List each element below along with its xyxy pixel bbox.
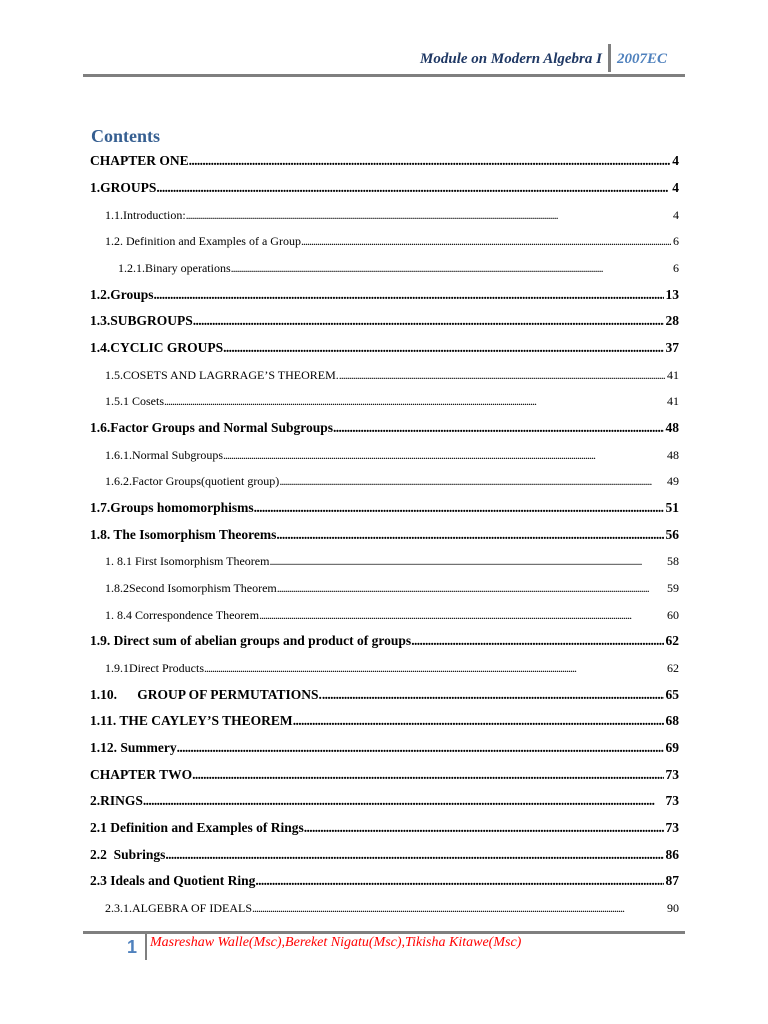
toc-entry-label: 1.1.Introduction: xyxy=(105,208,186,222)
toc-entry-page: 4 xyxy=(673,208,679,222)
header-rule xyxy=(83,74,685,77)
toc-entry-page: 87 xyxy=(665,873,679,888)
toc-entry-label: 1.8. The Isomorphism Theorems xyxy=(90,527,277,542)
toc-entry-page: 73 xyxy=(665,820,679,835)
toc-entry-page: 56 xyxy=(665,527,679,542)
footer-page-number: 1 xyxy=(127,937,138,957)
toc-entry-label: CHAPTER ONE xyxy=(90,153,189,168)
toc-entry-label: 1.3.SUBGROUPS xyxy=(90,313,193,328)
toc-entry-label: CHAPTER TWO xyxy=(90,767,193,782)
toc-entry-page: 69 xyxy=(665,740,679,755)
toc-entry[interactable] xyxy=(90,869,679,889)
toc-dot-leader xyxy=(259,608,665,623)
toc-entry-page: 6 xyxy=(673,234,679,248)
toc-entry-label: 1.6.1.Normal Subgroups xyxy=(105,448,223,462)
toc-dot-leader xyxy=(192,767,663,783)
toc-dot-leader xyxy=(411,633,663,649)
toc-dot-leader xyxy=(165,847,663,863)
page-header xyxy=(0,0,768,80)
toc-dot-leader xyxy=(189,153,671,169)
toc-entry-page: 6 xyxy=(673,261,679,275)
toc-entry[interactable] xyxy=(90,416,679,436)
toc-entry-page: 58 xyxy=(667,554,679,568)
toc-entry-page: 28 xyxy=(665,313,679,328)
toc-entry[interactable] xyxy=(90,389,679,409)
footer-divider xyxy=(145,934,147,960)
toc-dot-leader xyxy=(276,527,663,543)
toc-entry[interactable] xyxy=(90,229,679,249)
header-title: Module on Modern Algebra I xyxy=(420,51,602,67)
toc-entry-label: 1.5.1 Cosets xyxy=(105,394,165,408)
toc-entry-label: 2.3 Ideals and Quotient Ring xyxy=(90,873,256,888)
toc-dot-leader xyxy=(269,554,665,569)
toc-entry-label: 1.5.COSETS AND LAGRRAGE’S THEOREM. xyxy=(105,368,339,382)
toc-entry-label: 2.2 Subrings xyxy=(90,847,166,862)
toc-entry-label: 1.2.Groups xyxy=(90,287,154,302)
toc-entry-label: 1.12. Summery xyxy=(90,740,177,755)
toc-dot-leader xyxy=(254,500,664,516)
toc-entry-label: 1.9. Direct sum of abelian groups and product of groups xyxy=(90,633,412,648)
toc-entry-page: 41 xyxy=(667,394,679,408)
toc-entry-page: 73 xyxy=(665,793,679,808)
toc-dot-leader xyxy=(322,687,664,703)
toc-entry-label: 1.7.Groups homomorphisms xyxy=(90,500,254,515)
toc-entry[interactable] xyxy=(90,363,679,383)
toc-entry-label: 1.GROUPS xyxy=(90,180,157,195)
toc-dot-leader xyxy=(186,208,671,223)
toc-entry-page: 86 xyxy=(665,847,679,862)
toc-entry[interactable] xyxy=(90,816,679,836)
toc-entry[interactable] xyxy=(90,176,679,196)
toc-entry[interactable] xyxy=(90,496,679,516)
footer-authors: Masreshaw Walle(Msc),Bereket Nigatu(Msc),Tikisha Kitawe(Msc) xyxy=(150,935,522,950)
toc-dot-leader xyxy=(339,368,665,383)
toc-dot-leader xyxy=(333,420,663,436)
toc-entry[interactable] xyxy=(90,256,679,276)
toc-entry-label: 1.10. GROUP OF PERMUTATIONS. xyxy=(90,687,322,702)
toc-dot-leader xyxy=(223,448,665,463)
toc-entry-label: 2.3.1.ALGEBRA OF IDEALS xyxy=(105,901,253,915)
toc-dot-leader xyxy=(204,661,665,676)
toc-dot-leader xyxy=(252,901,665,916)
toc-entry[interactable] xyxy=(90,443,679,463)
toc-dot-leader xyxy=(177,740,664,756)
toc-entry[interactable] xyxy=(90,309,679,329)
toc-dot-leader xyxy=(154,287,664,303)
toc-dot-leader xyxy=(193,313,664,329)
toc-entry-page: 68 xyxy=(665,713,679,728)
toc-entry[interactable] xyxy=(90,469,679,489)
contents-heading: Contents xyxy=(91,126,161,146)
toc-entry-page: 4 xyxy=(672,180,679,195)
toc-entry[interactable] xyxy=(90,736,679,756)
toc-entry[interactable] xyxy=(90,656,679,676)
toc-entry-label: 2.1 Definition and Examples of Rings xyxy=(90,820,304,835)
toc-entry-label: 1.6.2.Factor Groups(quotient group) xyxy=(105,474,280,488)
toc-entry-page: 59 xyxy=(667,581,679,595)
toc-entry-label: 1.11. THE CAYLEY’S THEOREM xyxy=(90,713,293,728)
toc-entry-page: 65 xyxy=(665,687,679,702)
toc-entry-label: 1.2. Definition and Examples of a Group xyxy=(105,234,301,248)
toc-entry-page: 41 xyxy=(667,368,679,382)
toc-entry[interactable] xyxy=(90,149,679,169)
toc-dot-leader xyxy=(143,793,664,809)
toc-entry[interactable] xyxy=(90,709,679,729)
header-year: 2007EC xyxy=(617,51,668,67)
toc-dot-leader xyxy=(277,581,665,596)
toc-dot-leader xyxy=(279,474,665,489)
toc-entry-label: 1.2.1.Binary operations xyxy=(118,261,231,275)
toc-entry[interactable] xyxy=(90,523,679,543)
toc-entry-page: 51 xyxy=(665,500,679,515)
toc-dot-leader xyxy=(304,820,664,836)
toc-dot-leader xyxy=(231,261,671,276)
toc-entry[interactable] xyxy=(90,843,679,863)
toc-entry[interactable] xyxy=(90,336,679,356)
toc-entry-label: 1.9.1Direct Products xyxy=(105,661,204,675)
toc-entry-page: 37 xyxy=(665,340,679,355)
toc-entry[interactable] xyxy=(90,576,679,596)
toc-entry[interactable] xyxy=(90,629,679,649)
toc-entry[interactable] xyxy=(90,283,679,303)
toc-entry-page: 60 xyxy=(667,608,679,622)
toc-dot-leader xyxy=(156,180,670,196)
toc-entry-label: 1.6.Factor Groups and Normal Subgroups xyxy=(90,420,334,435)
toc-entry-page: 4 xyxy=(672,153,679,168)
toc-entry[interactable] xyxy=(90,763,679,783)
toc-dot-leader xyxy=(293,713,664,729)
toc-entry-label: 2.RINGS xyxy=(90,793,143,808)
toc-dot-leader xyxy=(255,873,663,889)
toc-entry-page: 48 xyxy=(667,448,679,462)
toc-entry[interactable] xyxy=(90,683,679,703)
toc-entry-label: 1.8.2Second Isomorphism Theorem xyxy=(105,581,277,595)
toc-dot-leader xyxy=(223,340,663,356)
toc-entry-label: 1. 8.1 First Isomorphism Theorem xyxy=(105,554,270,568)
toc-entry-page: 49 xyxy=(667,474,679,488)
toc-entry-label: 1.4.CYCLIC GROUPS xyxy=(90,340,224,355)
footer-rule xyxy=(83,931,685,934)
toc-entry[interactable] xyxy=(90,603,679,623)
toc-entry-page: 13 xyxy=(665,287,679,302)
toc-entry-page: 90 xyxy=(667,901,679,915)
toc-dot-leader xyxy=(164,394,665,409)
toc-entry[interactable] xyxy=(90,789,679,809)
toc-entry-page: 48 xyxy=(665,420,679,435)
toc-entry[interactable] xyxy=(90,549,679,569)
toc-entry[interactable] xyxy=(90,203,679,223)
toc-entry-label: 1. 8.4 Correspondence Theorem xyxy=(105,608,260,622)
toc-entry-page: 73 xyxy=(665,767,679,782)
toc-entry-page: 62 xyxy=(667,661,679,675)
toc-dot-leader xyxy=(301,234,671,249)
toc-entry-page: 62 xyxy=(665,633,679,648)
header-divider xyxy=(608,44,611,72)
toc-entry[interactable] xyxy=(90,896,679,916)
